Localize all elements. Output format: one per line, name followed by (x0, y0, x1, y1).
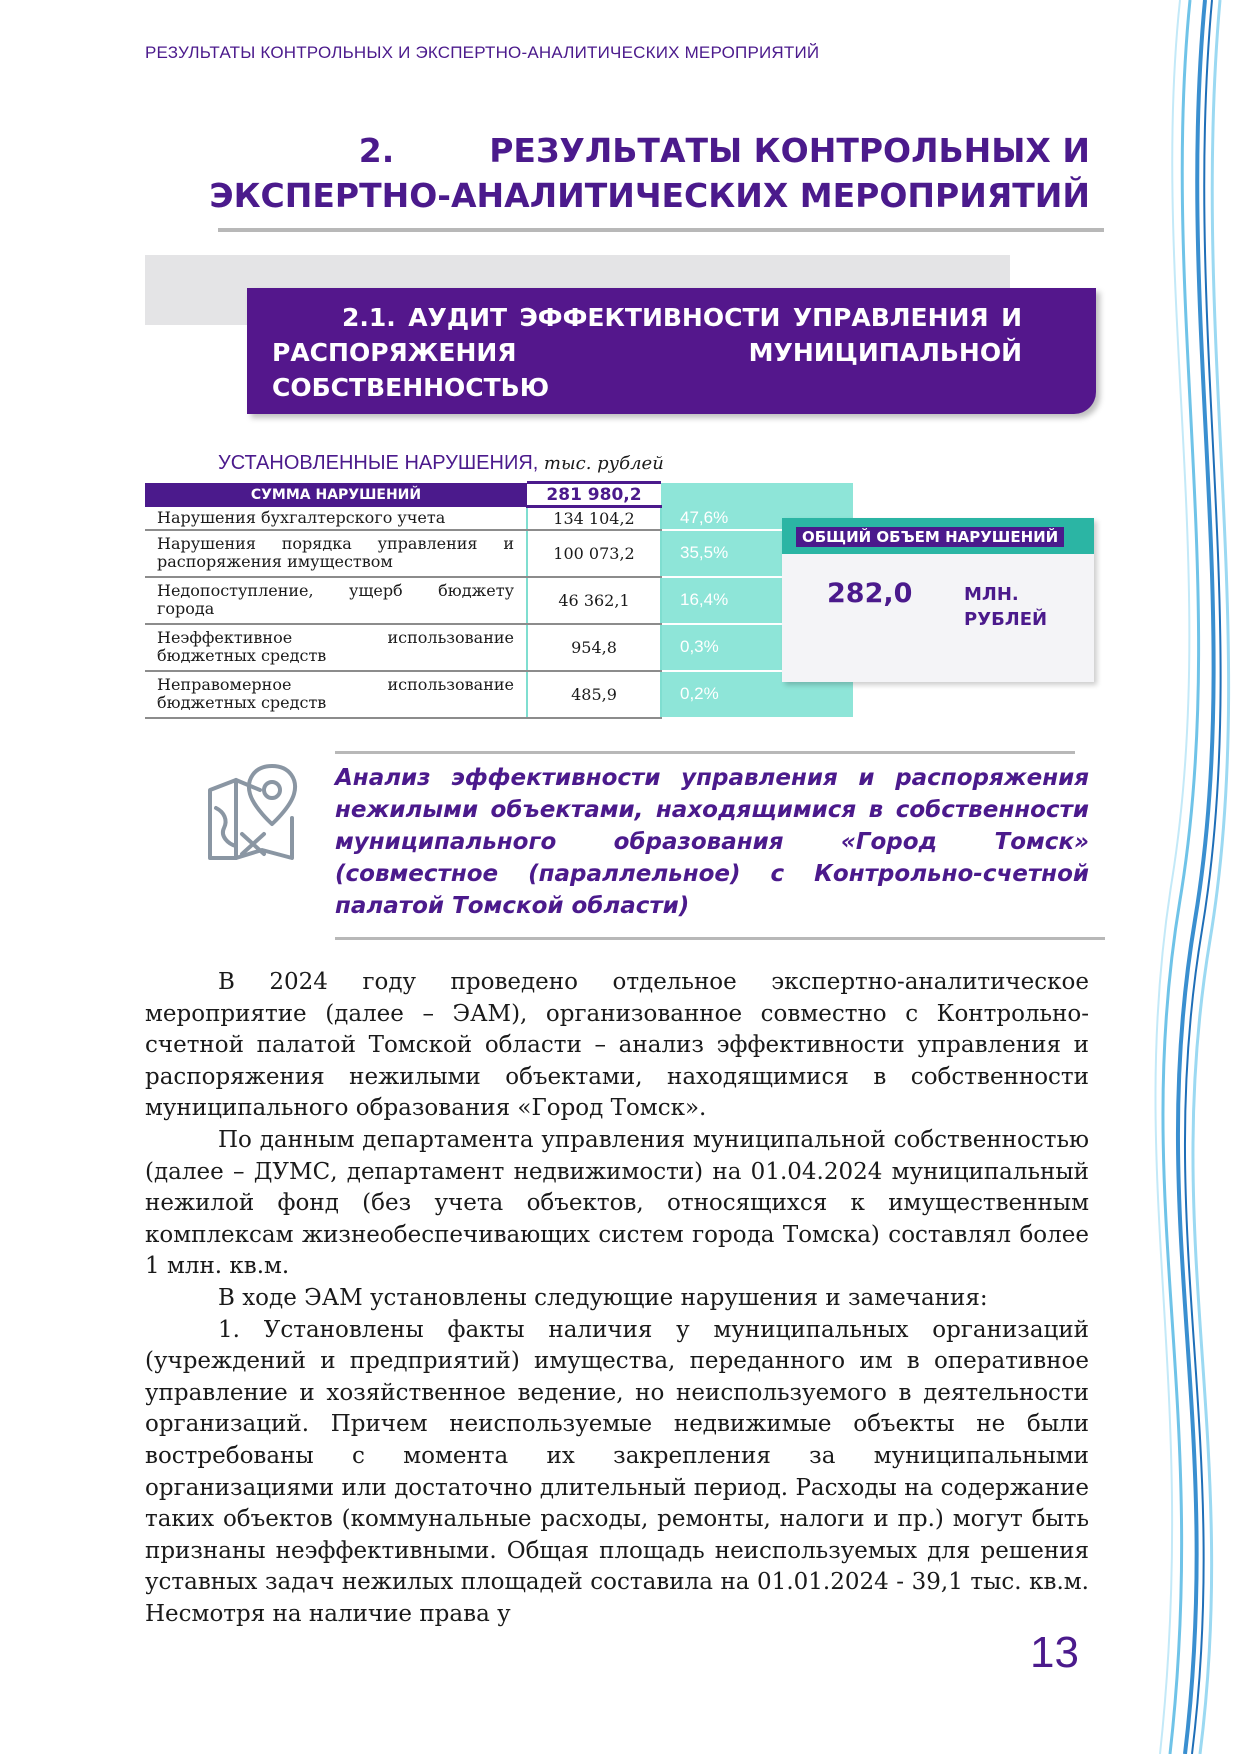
row-value: 100 073,2 (527, 530, 661, 577)
map-pin-icon (202, 758, 302, 868)
paragraph: В ходе ЭАМ установлены следующие нарушения и замечания: (218, 1284, 988, 1311)
decorative-waves (1150, 0, 1240, 1754)
total-value: 281 980,2 (527, 483, 661, 507)
row-label: Недопоступление, ущерб бюджету города (145, 577, 527, 624)
row-label: Неэффективное использование бюджетных средств (145, 624, 527, 671)
table-row (145, 671, 853, 718)
chapter-number: 2. (358, 131, 395, 170)
violations-table (145, 481, 853, 719)
percent-header (661, 483, 853, 507)
section-title (272, 300, 1022, 405)
chapter-title-line2: ЭКСПЕРТНО-АНАЛИТИЧЕСКИХ МЕРОПРИЯТИЙ (209, 176, 1090, 215)
subsection-divider-bottom (335, 937, 1105, 940)
section-number: 2.1. (342, 303, 396, 332)
chapter-divider (218, 228, 1104, 232)
chapter-title-line1: РЕЗУЛЬТАТЫ КОНТРОЛЬНЫХ И (489, 131, 1090, 170)
table-header-row (145, 483, 853, 507)
row-value: 485,9 (527, 671, 661, 718)
row-label: Нарушения бухгалтерского учета (145, 507, 527, 530)
total-card-label: ОБЩИЙ ОБЪЕМ НАРУШЕНИЙ (796, 527, 1064, 547)
row-percent: 16,4% (661, 577, 853, 624)
row-label: Неправомерное использование бюджетных средств (145, 671, 527, 718)
row-percent: 47,6% (661, 507, 853, 530)
row-percent: 0,2% (661, 671, 853, 718)
row-percent: 35,5% (661, 530, 853, 577)
page-number: 13 (1030, 1628, 1079, 1677)
total-label: СУММА НАРУШЕНИЙ (145, 483, 527, 507)
subsection-divider-top (335, 751, 1075, 754)
table-row (145, 624, 853, 671)
row-value: 134 104,2 (527, 507, 661, 530)
paragraph: 1. Установлены факты наличия у муниципальных организаций (учреждений и предприятий) имущества, переданного им в оперативное управление и хозяйственное ведение, но неиспользуемого в деятельности организаций. Причем неиспользуемые недвижимые объекты не были востребованы с момента их закрепления за муниципальными организациями или достаточно длительный период. Расходы на содержание таких объектов (коммунальные расходы, ремонты, налоги и пр.) могут быть признаны неэффективными. Общая площадь неиспользуемых для решения уставных задач нежилых площадей составила на 01.01.2024 - 39,1 тыс. кв.м. Несмотря на наличие права у (145, 1316, 1089, 1627)
row-value: 954,8 (527, 624, 661, 671)
row-value: 46 362,1 (527, 577, 661, 624)
table-caption-unit: тыс. рублей (543, 453, 664, 474)
row-label: Нарушения порядка управления и распоряжения имуществом (145, 530, 527, 577)
total-card-unit: МЛН. РУБЛЕЙ (964, 584, 1048, 630)
subsection-heading: Анализ эффективности управления и распоряжения нежилыми объектами, находящимися в собственности муниципального образования «Город Томск» (совместное (параллельное) с Контрольно-счетной палатой Томской области) (335, 765, 1089, 919)
table-row (145, 507, 853, 530)
table-row (145, 577, 853, 624)
total-card-value: 282,0 (827, 578, 913, 609)
section-title-text: АУДИТ ЭФФЕКТИВНОСТИ УПРАВЛЕНИЯ И РАСПОРЯЖЕНИЯ МУНИЦИПАЛЬНОЙ СОБСТВЕННОСТЬЮ (272, 303, 1022, 402)
chapter-title (200, 128, 1090, 218)
running-head: РЕЗУЛЬТАТЫ КОНТРОЛЬНЫХ И ЭКСПЕРТНО-АНАЛИТИЧЕСКИХ МЕРОПРИЯТИЙ (145, 43, 820, 62)
row-percent: 0,3% (661, 624, 853, 671)
paragraph: По данным департамента управления муниципальной собственностью (далее – ДУМС, департамент недвижимости) на 01.04.2024 муниципальный нежилой фонд (без учета объектов, относящихся к имущественным комплексам жизнеобеспечивающих систем города Томска) составлял более 1 млн. кв.м. (145, 1126, 1089, 1280)
table-caption: УСТАНОВЛЕННЫЕ НАРУШЕНИЯ, тыс. рублей (218, 452, 664, 474)
table-row (145, 530, 853, 577)
paragraph: В 2024 году проведено отдельное экспертно-аналитическое мероприятие (далее – ЭАМ), организованное совместно с Контрольно-счетной палатой Томской области – анализ эффективности управления и распоряжения нежилыми объектами, находящимися в собственности муниципального образования «Город Томск». (145, 969, 1089, 1122)
body-text (145, 967, 1089, 1630)
